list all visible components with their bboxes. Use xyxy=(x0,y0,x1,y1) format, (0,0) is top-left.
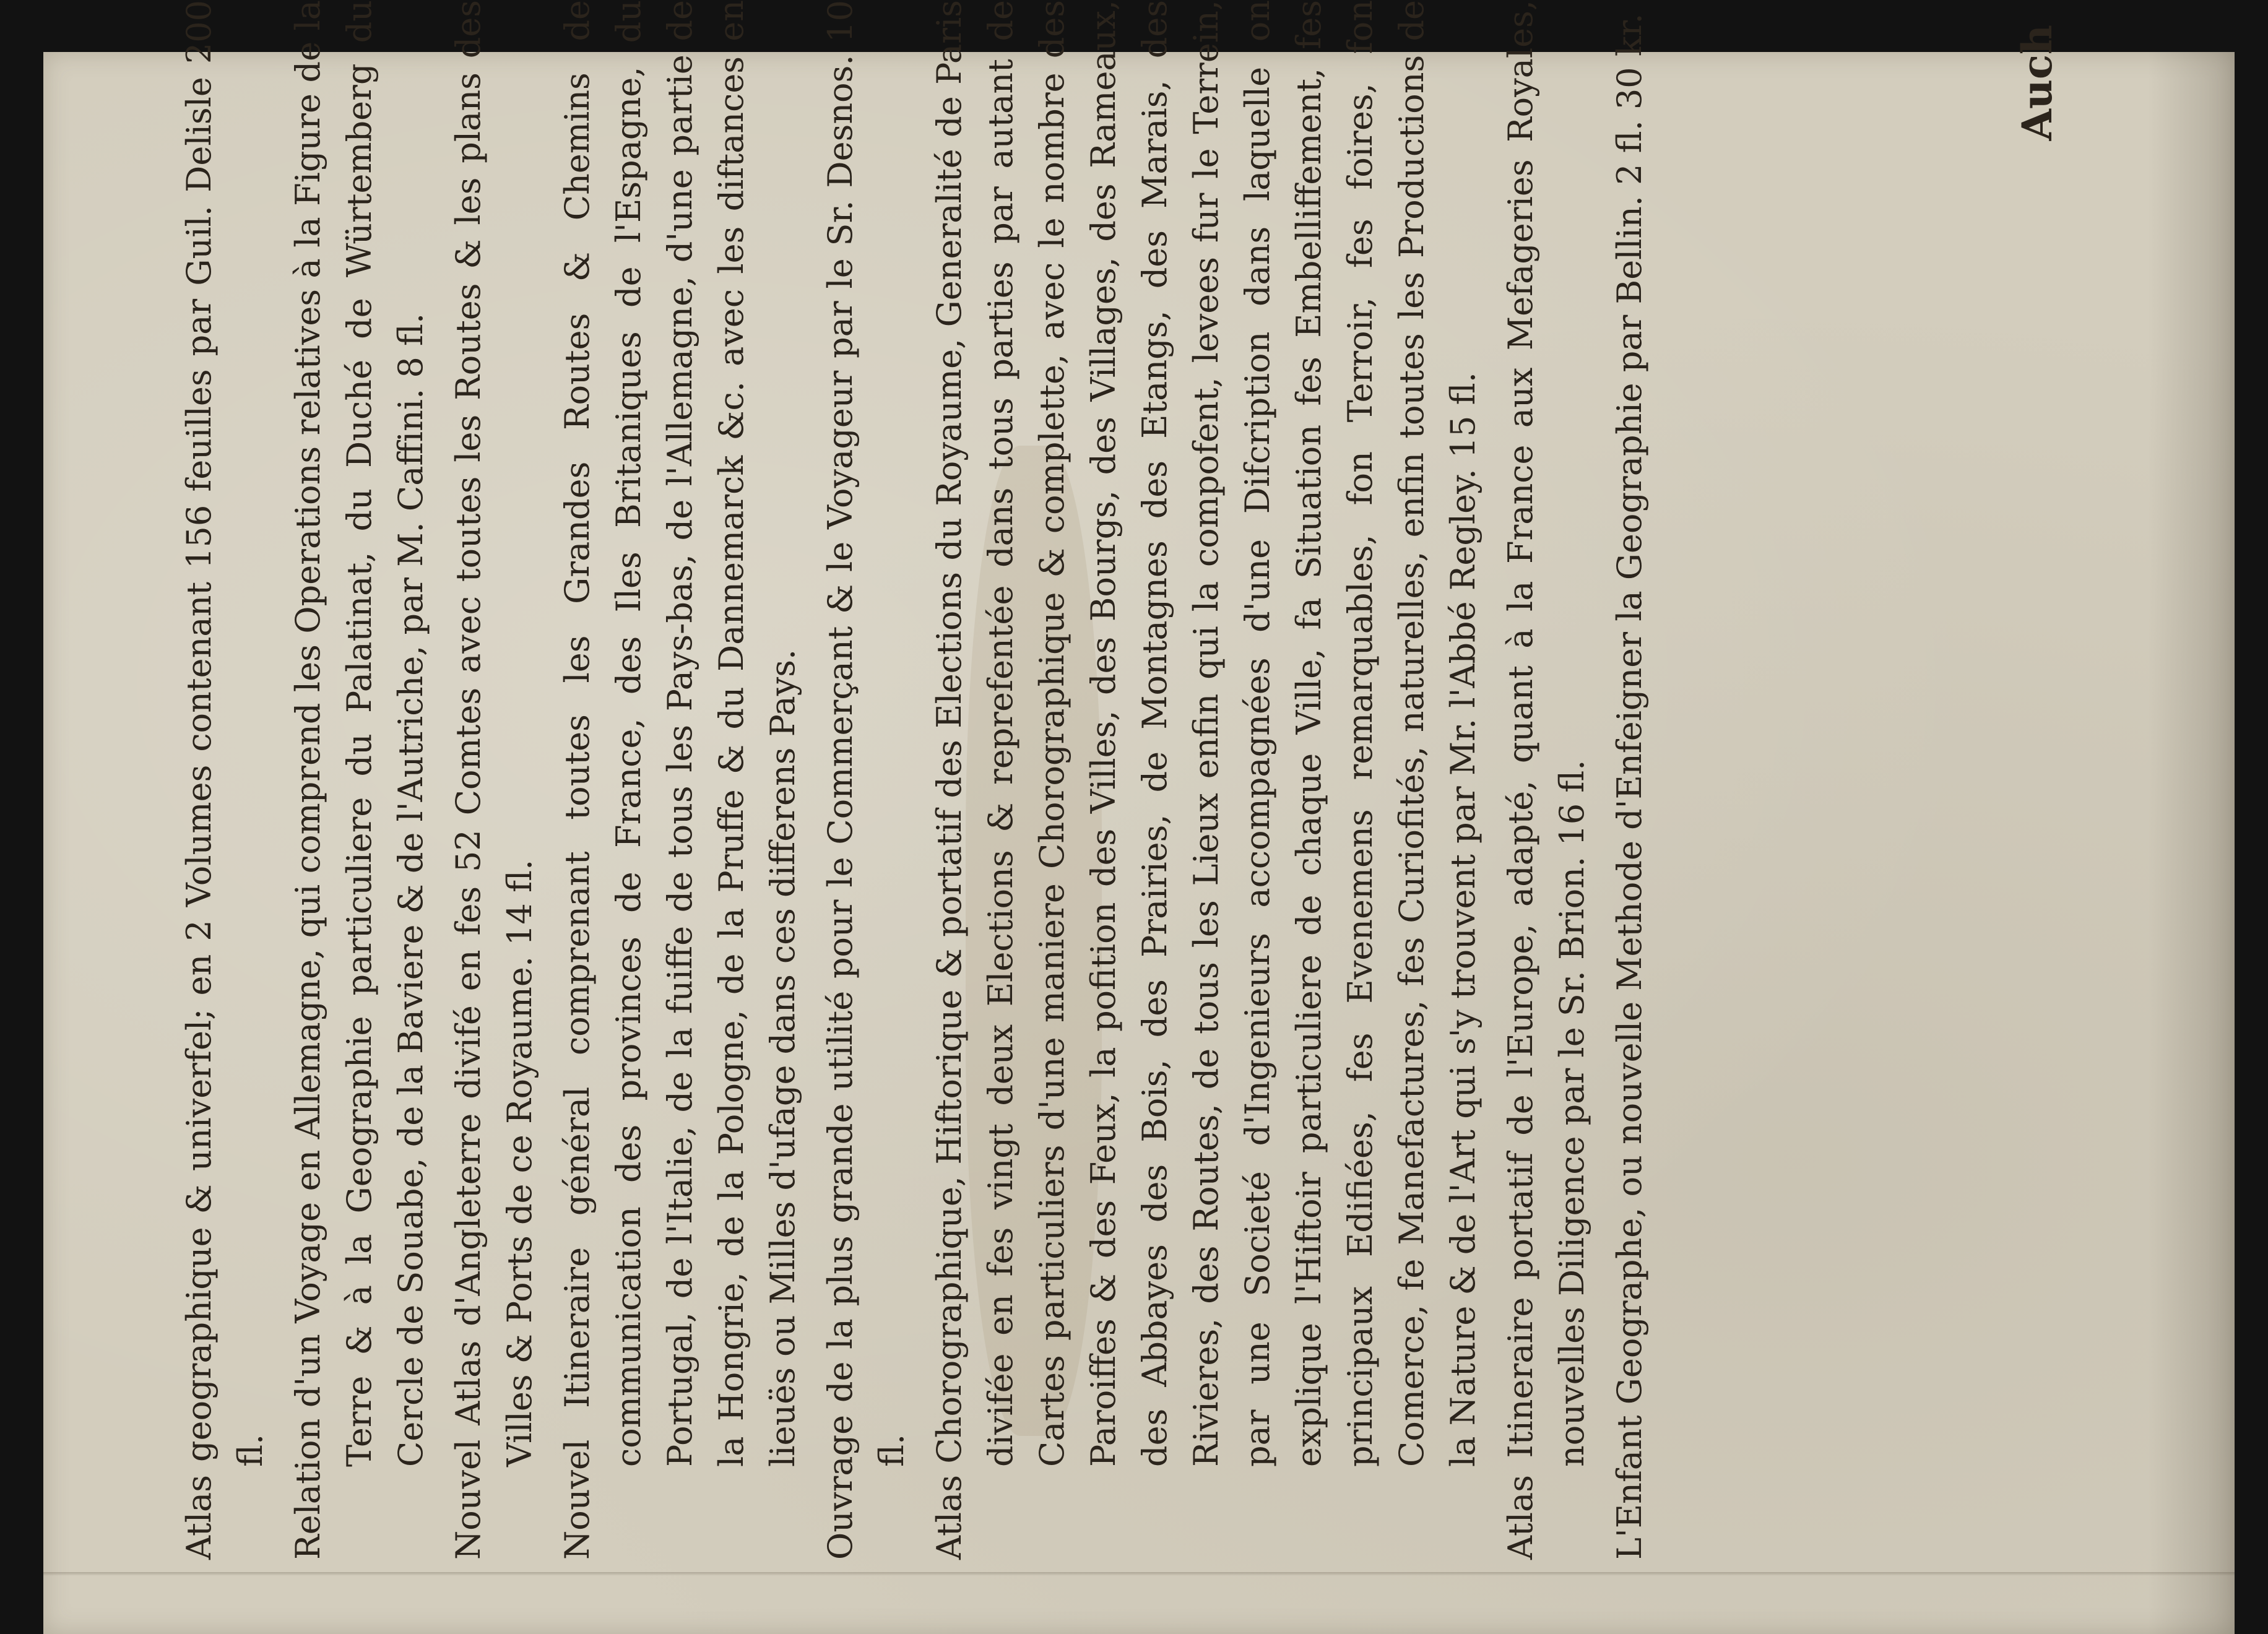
catalog-entry: Atlas Itineraire portatif de l'Europe, adapté, quant à la France aux Mefageries Royales, nouvelles Diligence par le Sr. Brion. 16 fl. xyxy=(1501,0,1591,1560)
catalog-entry: Ouvrage de la plus grande utilité pour le Commerçant & le Voyageur par le Sr. Desnos. 10 fl. xyxy=(821,0,911,1560)
catalog-entry: Atlas geographique & univerfel; en 2 Volumes contenant 156 feuilles par Guil. Delisle 200 fl. xyxy=(180,0,270,1560)
catalog-entry: Nouvel Atlas d'Angleterre divifé en fes 52 Comtes avec toutes les Routes & les plans des Villes & Ports de ce Royaume. 14 fl. xyxy=(449,0,539,1560)
catalog-entry: Relation d'un Voyage en Allemagne, qui comprend les Operations relatives à la Figure de la Terre & à la Geographie particuliere du Palatinat, du Duché de Würtemberg du Cercle de Souabe, de la Baviere & de l'Autriche, par M. Caffini. 8 fl. xyxy=(288,0,430,1560)
catchword: Auch xyxy=(2013,25,2061,141)
catalog-entry: L'Enfant Geographe, ou nouvelle Methode d'Enfeigner la Geographie par Bellin. 2 fl. 30 kr. xyxy=(1610,13,1649,1560)
catalog-entry: Nouvel Itineraire général comprenant toutes les Grandes Routes & Chemins de communication des provinces de France, des Iles Britaniques de l'Espagne, du Portugal, de l'Italie, de la fuiffe de tous les Pays-bas, de l'Allemagne, d'une partie de la Hongrie, de la Pologne, de la Pruffe & du Dannemarck &c. avec les diftances en lieuës ou Milles d'ufage dans ces differens Pays. xyxy=(558,0,802,1560)
catalog-entry: Atlas Chorographique, Hiftorique & portatif des Elections du Royaume, Generalité de Paris divifée en fes vingt deux Elections & reprefentée dans tous parties par autant de Cartes particuliers d'une maniere Chorographique & complette, avec le nombre des Paroiffes & des Feux, la pofition des Villes, des Bourgs, des Villages, des Rameaux, des Abbayes des Bois, des Prairies, de Montagnes des Etangs, des Marais, des Rivieres, des Routes, de tous les Lieux enfin qui la compofent, levees fur le Terrein, par une Societé d'Ingenieurs accompagnées d'une Difcription dans laquelle on explique l'Hiftoir particuliere de chaque Ville, fa Situation fes Embelliffement, fes principaux Edifiées, fes Evenemens remarquables, fon Terroir, fes foires, fon Comerce, fe Manefactures, fes Curiofités, naturelles, enfin toutes les Productions de la Nature & de l'Art qui s'y trouvent par Mr. l'Abbé Regley. 15 fl. xyxy=(930,0,1482,1560)
page-crease xyxy=(43,1572,2235,1576)
rotated-text-block xyxy=(173,0,2266,1560)
